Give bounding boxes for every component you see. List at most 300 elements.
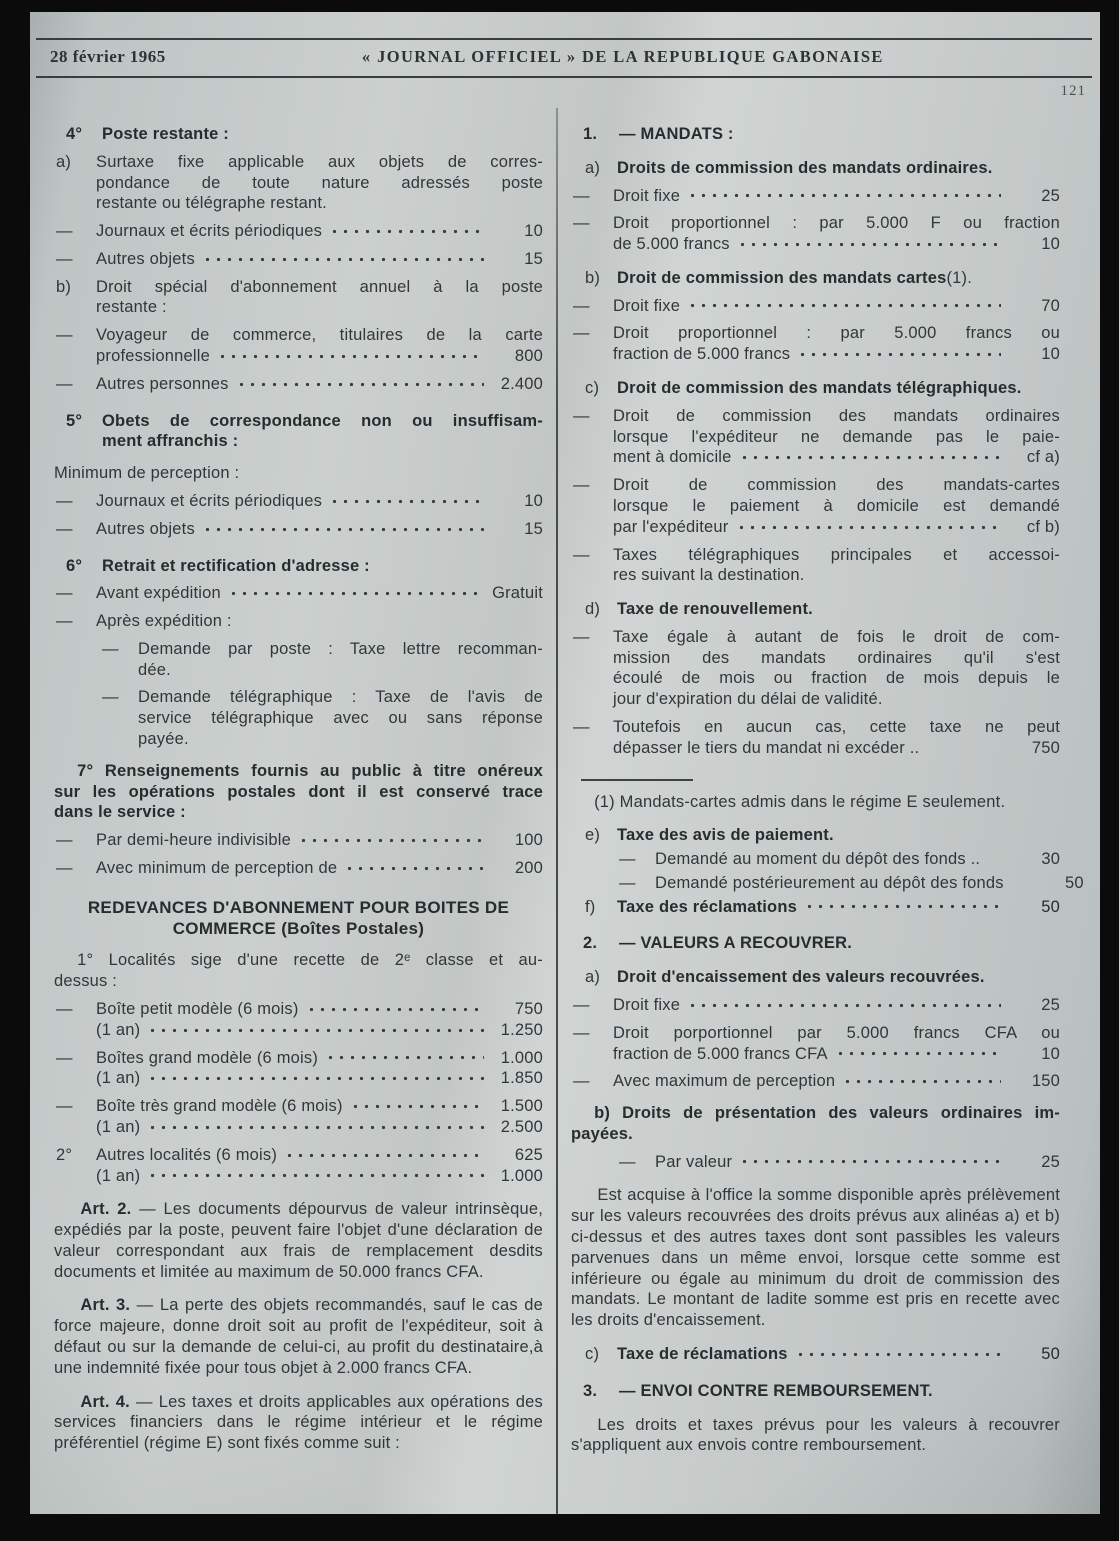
item-marker: — <box>56 249 73 268</box>
item-content <box>96 1145 543 1187</box>
tariff-line <box>96 830 543 851</box>
tariff-line <box>617 268 1060 289</box>
tariff-label: Journaux et écrits périodiques <box>96 491 323 510</box>
tariff-label: Droit fixe <box>613 996 681 1014</box>
item-content <box>617 967 1060 988</box>
footnote <box>571 792 1060 813</box>
tariff-item <box>573 186 1060 207</box>
item-marker: — <box>56 491 73 510</box>
dot-leader <box>147 1166 484 1187</box>
item-marker: d) <box>585 600 601 619</box>
heading-poste-restante <box>66 124 543 145</box>
item-marker: — <box>619 850 636 869</box>
item-content <box>96 519 543 540</box>
dot-leader <box>147 1020 484 1041</box>
lettered-item <box>585 1344 1060 1365</box>
tariff-item <box>573 323 1060 365</box>
item-content <box>96 325 543 367</box>
tariff-line <box>96 1068 543 1089</box>
tariff-label: Droit de commission des mandats télégraphiques. <box>617 379 1022 398</box>
tariff-item <box>573 406 1060 468</box>
item-marker: — <box>573 627 590 646</box>
tariff-item <box>56 221 543 242</box>
tariff-value: 750 <box>514 1000 543 1019</box>
tariff-value: 10 <box>1041 345 1060 364</box>
tariff-item <box>573 213 1060 255</box>
tariff-label: Autres objets <box>96 249 195 268</box>
tariff-line <box>613 186 1060 207</box>
dot-leader <box>236 374 484 395</box>
text-line: b) Droits de présentation des valeurs ordinaires im- <box>594 1104 1060 1123</box>
tariff-label: Avec minimum de perception de <box>96 858 338 877</box>
tariff-value: 750 <box>1031 738 1060 757</box>
item-marker: — <box>56 584 73 603</box>
item-marker: — <box>102 639 119 658</box>
item-marker: 2° <box>56 1145 73 1164</box>
item-marker: — <box>56 858 73 877</box>
item-content <box>613 186 1060 207</box>
item-content <box>96 830 543 851</box>
tariff-item <box>56 830 543 851</box>
item-content <box>617 897 1060 918</box>
tariff-line <box>613 296 1060 317</box>
article-number: Art. 3. <box>80 1296 137 1315</box>
tariff-item <box>56 999 543 1041</box>
tariff-label: (1 an) <box>96 1166 141 1185</box>
label-suffix: (1). <box>946 268 973 287</box>
tariff-line <box>617 378 1060 399</box>
tariff-item <box>573 296 1060 317</box>
tariff-value: 1.850 <box>500 1069 543 1088</box>
tariff-value: 10 <box>524 491 543 510</box>
tariff-line <box>96 519 543 540</box>
text-line: — MANDATS : <box>619 125 734 143</box>
tariff-value: 50 <box>1064 873 1084 892</box>
item-marker: — <box>573 186 590 205</box>
item-marker: e) <box>585 826 601 845</box>
tariff-line <box>96 374 543 395</box>
item-marker: — <box>56 1048 73 1067</box>
item-marker: — <box>573 296 590 315</box>
item-marker: 1. <box>583 125 598 143</box>
heading-objets-non-affranchis <box>66 411 543 453</box>
dot-leader <box>795 1344 1001 1365</box>
tariff-label: (1 an) <box>96 1069 141 1088</box>
item-content <box>96 249 543 270</box>
tariff-label: Boîte petit modèle (6 mois) <box>96 1000 299 1019</box>
tariff-line <box>613 738 1060 759</box>
tariff-label: Journaux et écrits périodiques <box>96 222 323 241</box>
heading-redevances <box>54 897 543 940</box>
heading-line: COMMERCE (Boîtes Postales) <box>172 919 425 939</box>
item-marker: — <box>573 545 590 564</box>
tariff-label: Boîtes grand modèle (6 mois) <box>96 1048 319 1067</box>
lettered-item <box>585 897 1060 918</box>
lettered-item <box>585 599 1060 620</box>
item-content <box>96 1048 543 1090</box>
item-content <box>617 268 1060 289</box>
tariff-item <box>56 325 543 367</box>
dot-leader <box>298 830 484 851</box>
tariff-line <box>613 1071 1060 1092</box>
tariff-label: Taxe des réclamations <box>617 897 797 916</box>
text-line: restante : <box>96 298 167 317</box>
item-marker: 3. <box>583 1381 598 1400</box>
item-content <box>617 599 1060 620</box>
item-content <box>613 475 1060 537</box>
tariff-line <box>617 1344 1060 1365</box>
tariff-label: Par valeur <box>655 1152 733 1171</box>
dot-leader <box>344 858 484 879</box>
text-line: Droit de commission des mandats ordinaires <box>613 406 1060 425</box>
item-content <box>102 411 543 453</box>
tariff-item <box>619 849 1060 870</box>
tariff-line <box>96 1145 543 1166</box>
item-marker: a) <box>585 158 601 177</box>
tariff-item <box>56 611 543 632</box>
heading-renseignements <box>54 761 543 823</box>
tariff-label: de 5.000 francs <box>613 235 730 254</box>
dot-leader <box>202 249 484 270</box>
tariff-label: Droits de commission des mandats ordinaires. <box>617 158 993 177</box>
text-line: res suivant la destination. <box>613 566 805 585</box>
tariff-label: Taxe des avis de paiement. <box>617 826 834 845</box>
tariff-value: Gratuit <box>492 584 543 603</box>
tariff-value: 625 <box>514 1145 543 1164</box>
item-marker: — <box>573 996 590 1014</box>
tariff-item <box>56 1048 543 1090</box>
heading-mandats <box>583 124 1060 145</box>
tariff-line <box>96 1020 543 1041</box>
tariff-line <box>655 1152 1060 1173</box>
dot-leader <box>202 519 484 540</box>
item-marker: 4° <box>66 125 83 143</box>
item-content <box>96 277 543 319</box>
item-content <box>96 152 543 214</box>
tariff-value: 2.500 <box>500 1117 543 1136</box>
dot-leader <box>228 583 484 604</box>
tariff-item <box>56 374 543 395</box>
tariff-line <box>617 158 1060 179</box>
tariff-value: 25 <box>1041 996 1060 1014</box>
dot-leader <box>284 1145 484 1166</box>
tariff-item <box>56 1145 543 1187</box>
text-line: — VALEURS A RECOUVRER. <box>619 934 852 953</box>
dot-leader <box>804 897 1001 918</box>
text-line: Surtaxe fixe applicable aux objets de corres- <box>96 152 543 171</box>
text-line: Après expédition : <box>96 612 232 631</box>
tariff-value: 50 <box>1041 897 1060 916</box>
tariff-value: 1.500 <box>500 1097 543 1116</box>
tariff-line <box>96 221 543 242</box>
tariff-item <box>573 475 1060 537</box>
page-number: 121 <box>1060 83 1086 99</box>
text-line: écoulé de mois ou fraction de mois depuis le <box>613 669 1060 688</box>
tariff-value: 50 <box>1041 1344 1060 1363</box>
text-line: Droit spécial d'abonnement annuel à la poste <box>96 277 543 296</box>
article-paragraph: Est acquise à l'office la somme disponible après prélèvement sur les valeurs recouvrées des droits prévus aux alinéas a) et b) ci-dessus et des autres taxes dont sont passibles les valeurs parvenues dans un même envoi, lorsque cette somme est inférieure ou égale au minimum du droit de commission des mandats. Le montant de ladite somme est pris en recette avec les droits d'encaissement. <box>571 1186 1060 1330</box>
tariff-item <box>573 1023 1060 1065</box>
tariff-item <box>56 152 543 214</box>
item-marker: b) <box>56 277 72 296</box>
item-marker: — <box>102 688 119 707</box>
tariff-line <box>96 346 543 367</box>
footnote-rule <box>581 779 693 781</box>
tariff-item <box>56 249 543 270</box>
item-marker: c) <box>585 1344 600 1363</box>
text-line: lorsque le paiement à domicile est demandé <box>613 496 1060 515</box>
tariff-line <box>96 1048 543 1069</box>
text-line: 1° Localités sige d'une recette de 2ᵉ classe et au- <box>77 951 543 970</box>
tariff-value: 1.250 <box>500 1020 543 1039</box>
tariff-line <box>613 1044 1060 1065</box>
item-marker: — <box>573 1023 590 1042</box>
tariff-label: Taxe de réclamations <box>617 1344 788 1363</box>
text-line: Taxes télégraphiques principales et accessoi- <box>613 545 1060 564</box>
tariff-label: fraction de 5.000 francs CFA <box>613 1044 828 1063</box>
tariff-item <box>573 717 1060 759</box>
item-content <box>613 296 1060 317</box>
item-content <box>613 1071 1060 1092</box>
text-line: — ENVOI CONTRE REMBOURSEMENT. <box>619 1381 933 1400</box>
text-line: ment affranchis : <box>102 432 239 451</box>
item-marker: a) <box>585 968 601 987</box>
item-marker: c) <box>585 379 600 398</box>
item-marker: — <box>56 374 73 393</box>
lettered-item <box>585 967 1060 988</box>
dot-leader <box>329 491 484 512</box>
item-content <box>617 158 1060 179</box>
tariff-label: Avec maximum de perception <box>613 1072 836 1091</box>
dot-leader <box>687 186 1001 207</box>
item-content <box>613 627 1060 710</box>
item-content <box>96 999 543 1041</box>
tariff-item <box>56 1096 543 1138</box>
tariff-value: 30 <box>1041 850 1061 869</box>
journal-title: « JOURNAL OFFICIEL » DE LA REPUBLIQUE GABONAISE <box>361 47 884 66</box>
tariff-label: Autres objets <box>96 519 195 538</box>
tariff-line <box>96 491 543 512</box>
item-content <box>96 374 543 395</box>
item-marker: — <box>56 222 73 241</box>
tariff-item <box>573 995 1060 1016</box>
text-line: (1) Mandats-cartes admis dans le régime E seulement. <box>594 792 1006 811</box>
item-marker: — <box>573 214 590 233</box>
tariff-label: dépasser le tiers du mandat ni excéder .. <box>613 738 920 757</box>
item-marker: — <box>619 873 636 892</box>
dot-leader <box>350 1096 484 1117</box>
text-line: pondance de toute nature adressés poste <box>96 173 543 192</box>
item-content <box>613 545 1060 587</box>
dot-leader <box>306 999 484 1020</box>
item-content <box>613 1023 1060 1065</box>
tariff-item <box>56 519 543 540</box>
item-marker: — <box>56 1000 73 1019</box>
text-line: Poste restante : <box>102 125 229 143</box>
tariff-value: 25 <box>1041 1152 1060 1171</box>
left-column <box>54 108 543 1514</box>
item-content <box>96 491 543 512</box>
heading-envoi-contre-remboursement <box>583 1381 1060 1402</box>
text-line: restante ou télégraphe restant. <box>96 194 327 213</box>
item-content <box>613 995 1060 1016</box>
tariff-line <box>96 999 543 1020</box>
tariff-label: Demandé postérieurement au dépôt des fonds <box>655 873 1004 892</box>
text-line: Demande par poste : Taxe lettre recomman- <box>138 639 543 658</box>
article-number: Art. 4. <box>80 1392 136 1411</box>
item-marker: — <box>573 1072 590 1091</box>
dot-leader <box>835 1044 1001 1065</box>
item-marker: 2. <box>583 934 598 953</box>
text-line: Taxe égale à autant de fois le droit de com- <box>613 627 1060 646</box>
tariff-value: cf b) <box>1026 517 1060 536</box>
item-content <box>96 611 543 632</box>
tariff-value: 15 <box>524 249 543 268</box>
item-marker: — <box>56 831 73 850</box>
item-content <box>102 124 543 145</box>
text-line: dée. <box>138 660 171 679</box>
dot-leader <box>736 517 1001 538</box>
tariff-label: Autres personnes <box>96 374 229 393</box>
tariff-line <box>617 599 1060 620</box>
dot-leader <box>926 738 1001 759</box>
lettered-item <box>585 158 1060 179</box>
tariff-line <box>655 873 1084 894</box>
tariff-value: 100 <box>514 831 543 850</box>
item-content <box>617 1344 1060 1365</box>
item-content <box>613 717 1060 759</box>
text-line: Droit proportionnel : par 5.000 francs ou <box>613 324 1060 343</box>
item-marker: — <box>573 476 590 495</box>
tariff-item <box>619 873 1084 894</box>
tariff-value: 150 <box>1031 1072 1060 1091</box>
text-line: payée. <box>138 729 189 748</box>
item-content <box>617 825 1060 846</box>
text-line: jour d'expiration du délai de validité. <box>613 690 883 709</box>
tariff-value: 10 <box>524 222 543 241</box>
dot-leader <box>797 344 1001 365</box>
item-marker: a) <box>56 152 72 171</box>
tariff-item <box>56 277 543 319</box>
article-paragraph: Art. 3. — La perte des objets recommandés, sauf le cas de force majeure, donne droit soit au profit de l'expéditeur, soit à défaut ou sur la demande de celui-ci, au profit du destinataire,à une indemnité fixée pour tous objet à 2.000 francs CFA. <box>54 1296 543 1377</box>
article-paragraph: Art. 2. — Les documents dépourvus de valeur intrinsèque, expédiés par la poste, peuvent faire l'objet d'une déclaration de valeur correspondant aux frais de remplacement desdits documents et limitée au maximum de 50.000 francs CFA. <box>54 1200 543 1281</box>
text-line: lorsque l'expéditeur ne demande pas le paie- <box>613 427 1060 446</box>
item-marker: — <box>56 519 73 538</box>
item-content <box>655 873 1084 894</box>
lettered-item <box>585 268 1060 289</box>
text-line: Minimum de perception : <box>54 464 240 483</box>
text-line: 7° Renseignements fournis au public à titre onéreux <box>77 761 543 780</box>
item-marker: — <box>56 612 73 631</box>
right-column <box>571 108 1084 1514</box>
item-content <box>617 378 1060 399</box>
tariff-line <box>96 1166 543 1187</box>
dot-leader <box>147 1117 484 1138</box>
text-line: sur les opérations postales dont il est conservé trace <box>54 782 543 801</box>
item-content <box>619 124 1060 145</box>
item-marker: b) <box>585 268 601 287</box>
tariff-value: cf a) <box>1026 448 1060 467</box>
tariff-line <box>96 1096 543 1117</box>
tariff-label: ment à domicile <box>613 448 732 467</box>
lettered-item <box>585 825 1060 846</box>
tariff-label: Par demi-heure indivisible <box>96 831 292 850</box>
tariff-label: Droit d'encaissement des valeurs recouvrées. <box>617 968 985 987</box>
tariff-label: Demandé au moment du dépôt des fonds .. <box>655 850 981 869</box>
tariff-label: par l'expéditeur <box>613 517 729 536</box>
tariff-value: 1.000 <box>500 1048 543 1067</box>
tariff-item <box>102 639 543 681</box>
lettered-item <box>585 378 1060 399</box>
tariff-value: 200 <box>514 858 543 877</box>
page-header <box>36 38 1092 99</box>
text-line: Droit proportionnel : par 5.000 F ou fraction <box>613 214 1060 233</box>
heading-droits-presentation <box>571 1103 1060 1145</box>
item-marker: — <box>573 324 590 343</box>
text-line: dans le service : <box>54 803 186 822</box>
tariff-label: (1 an) <box>96 1117 141 1136</box>
text-line: Droit porportionnel par 5.000 francs CFA ou <box>613 1023 1060 1042</box>
item-marker: — <box>573 717 590 736</box>
tariff-label: Droit de commission des mandats cartes <box>617 268 947 287</box>
item-content <box>619 1381 1060 1402</box>
tariff-line <box>655 849 1060 870</box>
tariff-label: Taxe de renouvellement. <box>617 600 813 619</box>
heading-valeurs-a-recouvrer <box>583 933 1060 954</box>
text-line: mission des mandats ordinaires qu'il s'est <box>613 648 1060 667</box>
dot-leader <box>739 447 1001 468</box>
tariff-label: Droit fixe <box>613 186 681 205</box>
tariff-value: 2.400 <box>500 374 543 393</box>
tariff-item <box>56 858 543 879</box>
journal-page <box>30 12 1100 1514</box>
item-content <box>613 323 1060 365</box>
item-content <box>655 1152 1060 1173</box>
item-content <box>96 583 543 604</box>
tariff-line <box>96 858 543 879</box>
dot-leader <box>329 221 484 242</box>
tariff-item <box>102 687 543 749</box>
tariff-value: 10 <box>1041 235 1060 254</box>
item-marker: — <box>619 1152 636 1171</box>
article-number: Art. 2. <box>80 1200 140 1219</box>
tariff-label: Autres localités (6 mois) <box>96 1145 278 1164</box>
tariff-value: 70 <box>1041 296 1060 315</box>
dot-leader <box>1011 873 1025 894</box>
item-content <box>619 933 1060 954</box>
dot-leader <box>842 1071 1001 1092</box>
heading-retrait-rectification <box>66 556 543 577</box>
tariff-line <box>613 234 1060 255</box>
tariff-value: 10 <box>1041 1044 1060 1063</box>
item-content <box>138 687 543 749</box>
item-content <box>96 1096 543 1138</box>
text-line: Toutefois en aucun cas, cette taxe ne peut <box>613 717 1060 736</box>
issue-date: 28 février 1965 <box>50 47 166 66</box>
dot-leader <box>325 1048 484 1069</box>
tariff-item <box>56 491 543 512</box>
item-content <box>138 639 543 681</box>
tariff-label: Boîte très grand modèle (6 mois) <box>96 1097 343 1116</box>
tariff-item <box>573 545 1060 587</box>
tariff-line <box>617 967 1060 988</box>
text-line: dessus : <box>54 972 118 991</box>
tariff-line <box>613 995 1060 1016</box>
tariff-label: Avant expédition <box>96 584 221 603</box>
tariff-label: (1 an) <box>96 1020 141 1039</box>
column-divider <box>556 108 558 1514</box>
item-marker: f) <box>585 897 596 916</box>
